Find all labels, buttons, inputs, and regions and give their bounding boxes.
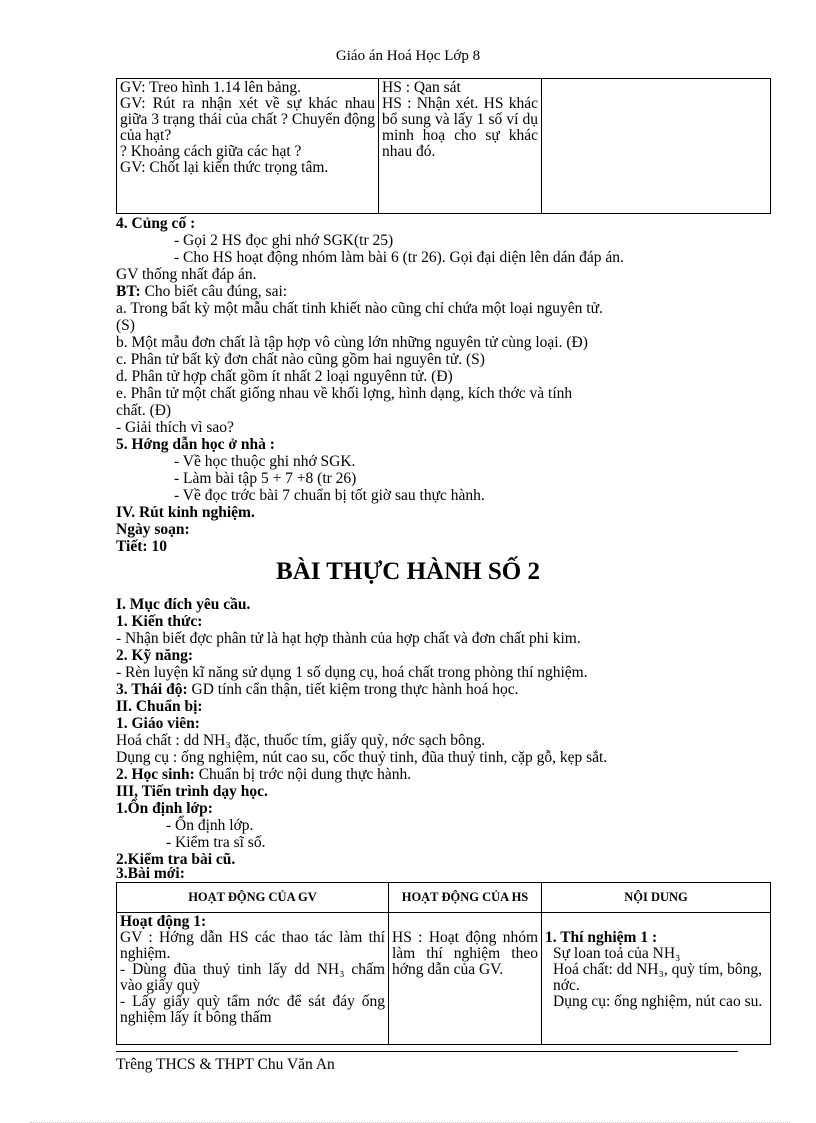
bt-item: chất. (Đ) [116, 402, 172, 419]
chuanbi-heading: II. Chuẩn bị: [116, 698, 203, 715]
kiemtra-heading: 2.Kiểm tra bài cũ. [116, 851, 236, 868]
content-cell [542, 913, 771, 1045]
dungcu-line: Dụng cụ : ống nghiệm, nút cao su, cốc thuỷ tinh, đũa thuỷ tinh, cặp gỗ, kẹp sắt. [116, 749, 608, 766]
footer-divider [116, 1051, 738, 1052]
explain-line: - Giải thích vì sao? [116, 419, 234, 436]
cungco-heading: 4. Củng cố : [116, 215, 196, 232]
hocsinh-line [116, 767, 411, 783]
page-header: Giáo án Hoá Học Lớp 8 [335, 48, 481, 64]
cungco-item-cont: GV thống nhất đáp án. [116, 266, 257, 283]
bt-label: BT: [116, 283, 141, 300]
thaido-text: GD tính cẩn thận, tiết kiệm trong thực hành hoá học. [187, 681, 519, 698]
huongdan-item: - Về học thuộc ghi nhớ SGK. [174, 453, 356, 470]
hocsinh-heading: 2. Học sinh: [116, 766, 195, 783]
bt-text: Cho biết câu đúng, sai: [140, 283, 288, 300]
content-line: Dụng cụ: ống nghiệm, nút cao su. [553, 993, 763, 1010]
activity-table [116, 78, 771, 214]
gv-activity-cell [117, 79, 379, 214]
hs-line: HS : Nhận xét. HS khác bổ sung và lấy 1 số ví dụ minh hoạ cho sự khác nhau đó. [382, 95, 538, 160]
experiment-heading: 1. Thí nghiệm 1 : [545, 929, 658, 946]
content-line: Hoá chất: dd NH₃, quỳ tím, bông, nớc. [553, 961, 763, 994]
bt-item: e. Phân tử một chất giống nhau về khối lợng, hình dạng, kích thớc và tính [116, 385, 573, 402]
hs-activity-cell [379, 79, 542, 214]
content-line: Sự loan toả của NH₃ [553, 945, 681, 962]
ondinh-item: - Kiểm tra sĩ số. [166, 834, 266, 851]
kienthuc-heading: 1. Kiến thức: [116, 613, 203, 630]
huongdan-item: - Làm bài tập 5 + 7 +8 (tr 26) [174, 470, 357, 487]
content-cell [542, 79, 771, 214]
huongdan-item: - Về đọc trớc bài 7 chuẩn bị tốt giờ sau thực hành. [174, 487, 485, 504]
ngaysoan: Ngày soạn: [116, 521, 190, 538]
hs-activity-cell [389, 913, 542, 1045]
baimoi-heading: 3.Bài mới: [116, 865, 185, 882]
bt-item: a. Trong bất kỳ một mẫu chất tinh khiết nào cũng chỉ chứa một loại nguyên tử. [116, 300, 603, 317]
activity-heading: Hoạt động 1: [120, 913, 207, 930]
practice-table [116, 882, 771, 1045]
giaovien-heading: 1. Giáo viên: [116, 715, 200, 732]
col-header-gv: HOẠT ĐỘNG CỦA GV [117, 883, 389, 913]
gv-line: GV : Hớng dẫn HS các thao tác làm thí nghiệm. [120, 929, 385, 962]
gv-line: - Dùng đũa thuỷ tinh lấy dd NH₃ chấm vào giấy quỳ [120, 961, 385, 994]
hoachat-line: Hoá chất : dd NH₃ đặc, thuốc tím, giấy quỳ, nớc sạch bông. [116, 732, 486, 749]
kienthuc-text: - Nhận biết đợc phân tử là hạt hợp thành của hợp chất và đơn chất phi kim. [116, 630, 581, 647]
thaido-heading: 3. Thái độ: [116, 681, 188, 698]
gv-line: ? Khoảng cách giữa các hạt ? [120, 143, 302, 160]
cungco-item: - Gọi 2 HS đọc ghi nhớ SGK(tr 25) [174, 232, 394, 249]
rutkinh-heading: IV. Rút kinh nghiệm. [116, 504, 255, 521]
lesson-title: BÀI THỰC HÀNH SỐ 2 [276, 558, 540, 585]
hocsinh-text: Chuẩn bị trớc nội dung thực hành. [194, 766, 412, 783]
hs-line: HS : Qan sát [382, 79, 461, 96]
tientrinh-heading: III, Tiến trình dạy học. [116, 783, 268, 800]
mucdich-heading: I. Mục đích yêu cầu. [116, 596, 251, 613]
bt-line [116, 284, 287, 300]
tiet: Tiết: 10 [116, 538, 167, 555]
hs-line: HS : Hoạt động nhóm làm thí nghiệm theo hớng dẫn của GV. [392, 929, 538, 978]
ondinh-heading: 1.Ổn định lớp: [116, 800, 213, 817]
gv-line: - Lấy giấy quỳ tẩm nớc để sát đáy ống nghiệm lấy ít bông thấm [120, 993, 385, 1026]
col-header-content: NỘI DUNG [542, 883, 771, 913]
gv-line: GV: Treo hình 1.14 lên bảng. [120, 79, 301, 96]
kynang-heading: 2. Kỹ năng: [116, 647, 194, 664]
gv-activity-cell [117, 913, 389, 1045]
col-header-hs: HOẠT ĐỘNG CỦA HS [389, 883, 542, 913]
bt-item: c. Phân tử bất kỳ đơn chất nào cũng gồm hai nguyên tử. (S) [116, 351, 485, 368]
ondinh-item: - Ổn định lớp. [166, 817, 254, 834]
footer-school: Trêng THCS & THPT Chu Văn An [116, 1056, 335, 1073]
cungco-item: - Cho HS hoạt động nhóm làm bài 6 (tr 26). Gọi đại diện lên dán đáp án. [174, 249, 624, 266]
kynang-text: - Rèn luyện kĩ năng sử dụng 1 số dụng cụ, hoá chất trong phòng thí nghiệm. [116, 664, 588, 681]
bt-item: d. Phân tử hợp chất gồm ít nhất 2 loại nguyênn tử. (Đ) [116, 368, 453, 385]
thaido-line [116, 682, 518, 698]
bt-item: (S) [116, 317, 135, 334]
gv-line: GV: Rút ra nhận xét về sự khác nhau giữa 3 trạng thái của chất ? Chuyển động của hạt? [120, 95, 375, 144]
huongdan-heading: 5. Hớng dẫn học ở nhà : [116, 436, 275, 453]
bt-item: b. Một mẫu đơn chất là tập hợp vô cùng lớn những nguyên tử cùng loại. (Đ) [116, 334, 588, 351]
gv-line: GV: Chốt lại kiến thức trọng tâm. [120, 159, 329, 176]
